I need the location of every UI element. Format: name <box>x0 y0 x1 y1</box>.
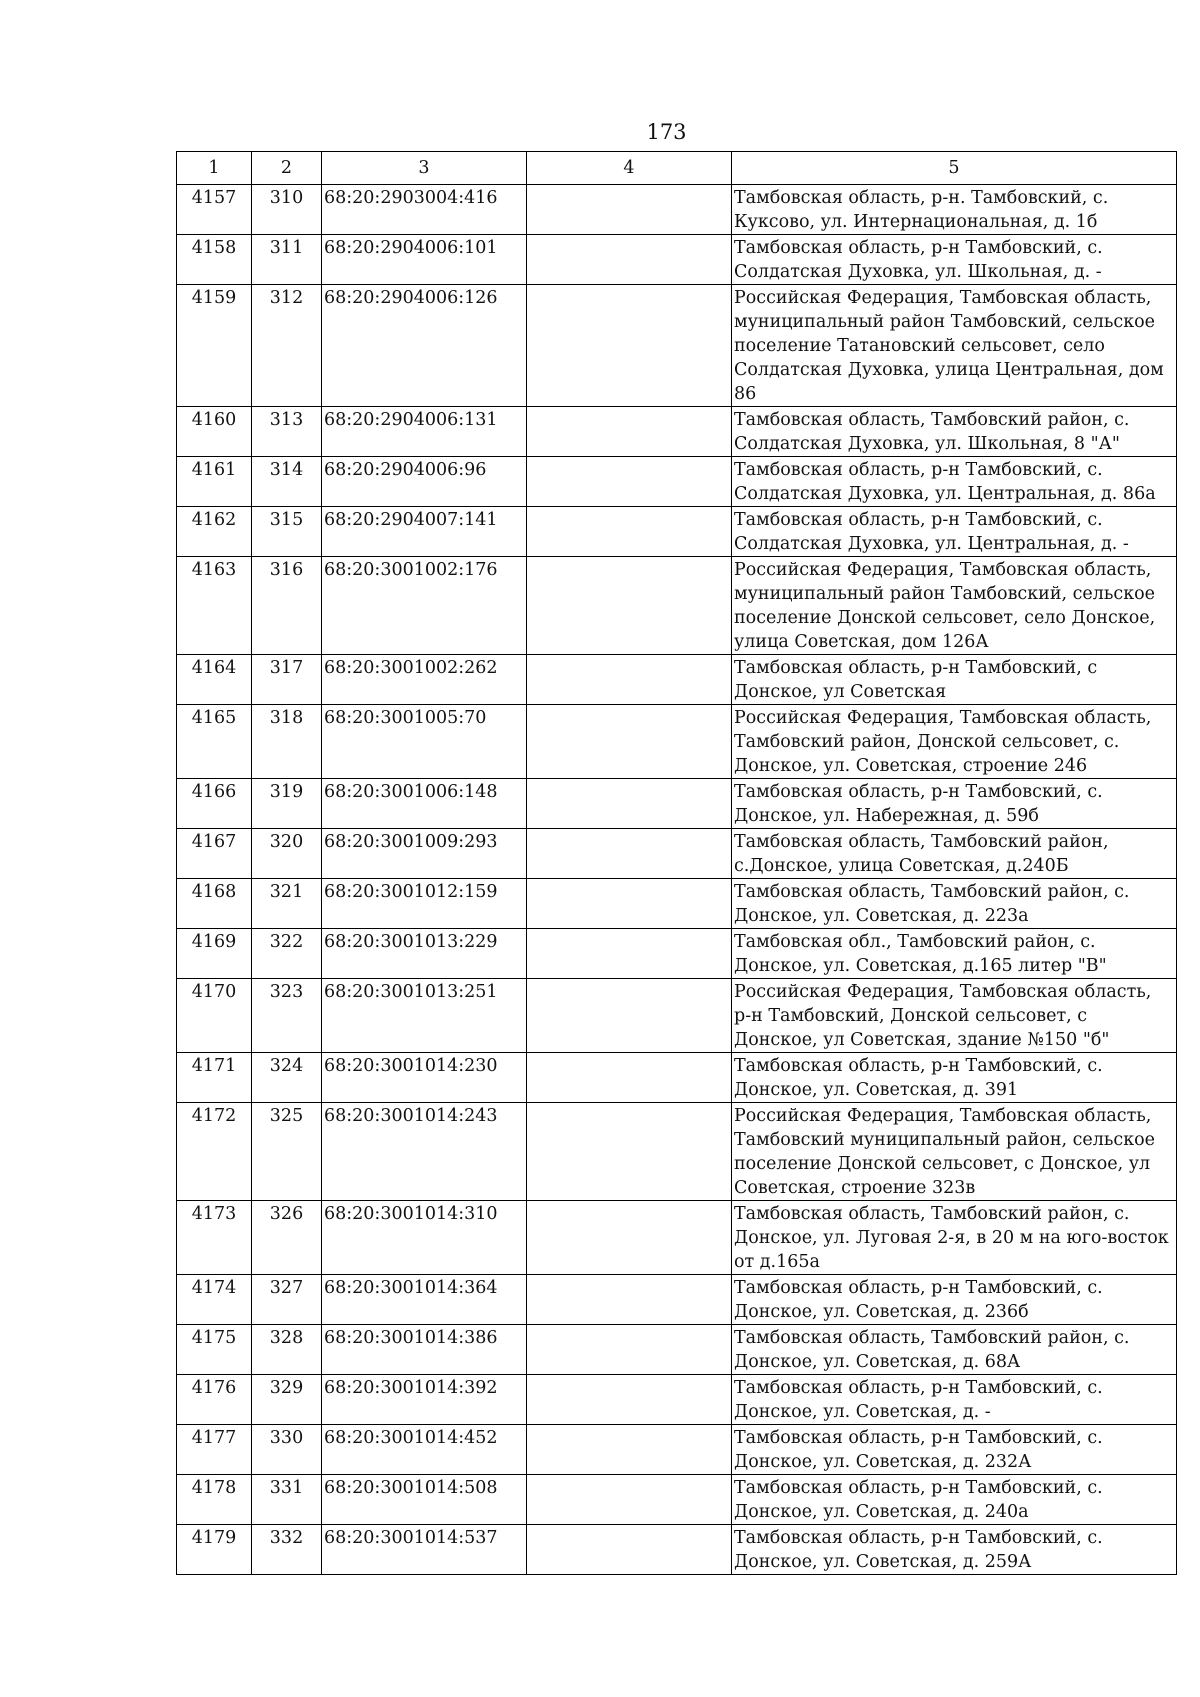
row-number: 4164 <box>177 655 252 705</box>
column-header-5: 5 <box>732 152 1177 185</box>
cadastral-number: 68:20:3001014:452 <box>322 1425 527 1475</box>
row-number: 4170 <box>177 979 252 1053</box>
row-number: 4172 <box>177 1103 252 1201</box>
item-number: 332 <box>252 1525 322 1575</box>
row-number: 4159 <box>177 285 252 407</box>
table-row <box>177 705 1177 779</box>
column-4-value <box>527 1325 732 1375</box>
table-row <box>177 1375 1177 1425</box>
address: Тамбовская область, р-н Тамбовский, с. Донское, ул. Советская, д. 391 <box>732 1053 1177 1103</box>
row-number: 4176 <box>177 1375 252 1425</box>
column-4-value <box>527 507 732 557</box>
cadastral-number: 68:20:3001014:386 <box>322 1325 527 1375</box>
column-4-value <box>527 1053 732 1103</box>
row-number: 4177 <box>177 1425 252 1475</box>
column-4-value <box>527 655 732 705</box>
row-number: 4178 <box>177 1475 252 1525</box>
cadastral-number: 68:20:3001014:230 <box>322 1053 527 1103</box>
column-4-value <box>527 557 732 655</box>
table-row <box>177 879 1177 929</box>
address: Тамбовская область, р-н. Тамбовский, с. Куксово, ул. Интернациональная, д. 1б <box>732 185 1177 235</box>
item-number: 321 <box>252 879 322 929</box>
item-number: 320 <box>252 829 322 879</box>
cadastral-number: 68:20:2904006:101 <box>322 235 527 285</box>
table-row <box>177 1053 1177 1103</box>
item-number: 331 <box>252 1475 322 1525</box>
row-number: 4157 <box>177 185 252 235</box>
table-row <box>177 1103 1177 1201</box>
column-4-value <box>527 407 732 457</box>
item-number: 328 <box>252 1325 322 1375</box>
column-4-value <box>527 879 732 929</box>
table-row <box>177 457 1177 507</box>
item-number: 310 <box>252 185 322 235</box>
table-row <box>177 829 1177 879</box>
table-row <box>177 185 1177 235</box>
address: Тамбовская область, р-н Тамбовский, с. Донское, ул. Набережная, д. 59б <box>732 779 1177 829</box>
address: Тамбовская область, р-н Тамбовский, с. Солдатская Духовка, ул. Центральная, д. - <box>732 507 1177 557</box>
address: Российская Федерация, Тамбовская область, р-н Тамбовский, Донской сельсовет, с Донское, ул Советская, здание №150 "б" <box>732 979 1177 1053</box>
row-number: 4173 <box>177 1201 252 1275</box>
cadastral-number: 68:20:2903004:416 <box>322 185 527 235</box>
row-number: 4174 <box>177 1275 252 1325</box>
item-number: 327 <box>252 1275 322 1325</box>
table-header <box>177 152 1177 185</box>
address: Тамбовская область, Тамбовский район, с. Донское, ул. Луговая 2-я, в 20 м на юго-восток от д.165а <box>732 1201 1177 1275</box>
item-number: 325 <box>252 1103 322 1201</box>
cadastral-number: 68:20:3001014:364 <box>322 1275 527 1325</box>
address: Тамбовская область, Тамбовский район, с. Донское, ул. Советская, д. 68А <box>732 1325 1177 1375</box>
table-row <box>177 1475 1177 1525</box>
address: Тамбовская обл., Тамбовский район, с. Донское, ул. Советская, д.165 литер "В" <box>732 929 1177 979</box>
item-number: 323 <box>252 979 322 1053</box>
item-number: 312 <box>252 285 322 407</box>
address: Российская Федерация, Тамбовская область, Тамбовский муниципальный район, сельское поселение Донской сельсовет, с Донское, ул Советская, строение 323в <box>732 1103 1177 1201</box>
cadastral-number: 68:20:2904006:96 <box>322 457 527 507</box>
cadastral-number: 68:20:2904007:141 <box>322 507 527 557</box>
row-number: 4163 <box>177 557 252 655</box>
column-header-3: 3 <box>322 152 527 185</box>
row-number: 4175 <box>177 1325 252 1375</box>
table-row <box>177 779 1177 829</box>
cadastral-number: 68:20:3001002:176 <box>322 557 527 655</box>
item-number: 319 <box>252 779 322 829</box>
address: Тамбовская область, Тамбовский район, с.Донское, улица Советская, д.240Б <box>732 829 1177 879</box>
cadastral-number: 68:20:3001013:251 <box>322 979 527 1053</box>
column-4-value <box>527 1525 732 1575</box>
item-number: 324 <box>252 1053 322 1103</box>
table-body <box>177 185 1177 1575</box>
address: Российская Федерация, Тамбовская область, муниципальный район Тамбовский, сельское поселение Донской сельсовет, село Донское, улица Советская, дом 126А <box>732 557 1177 655</box>
item-number: 317 <box>252 655 322 705</box>
row-number: 4167 <box>177 829 252 879</box>
column-4-value <box>527 235 732 285</box>
row-number: 4169 <box>177 929 252 979</box>
table-row <box>177 1525 1177 1575</box>
address: Тамбовская область, р-н Тамбовский, с. Донское, ул. Советская, д. 259А <box>732 1525 1177 1575</box>
table-row <box>177 655 1177 705</box>
item-number: 316 <box>252 557 322 655</box>
column-4-value <box>527 1275 732 1325</box>
column-4-value <box>527 1425 732 1475</box>
item-number: 322 <box>252 929 322 979</box>
address: Тамбовская область, р-н Тамбовский, с. Донское, ул. Советская, д. 240а <box>732 1475 1177 1525</box>
row-number: 4179 <box>177 1525 252 1575</box>
row-number: 4158 <box>177 235 252 285</box>
page-number: 173 <box>646 120 687 144</box>
cadastral-number: 68:20:3001005:70 <box>322 705 527 779</box>
cadastral-number: 68:20:3001014:310 <box>322 1201 527 1275</box>
cadastral-number: 68:20:2904006:126 <box>322 285 527 407</box>
address: Тамбовская область, Тамбовский район, с. Донское, ул. Советская, д. 223а <box>732 879 1177 929</box>
column-4-value <box>527 779 732 829</box>
column-4-value <box>527 1475 732 1525</box>
cadastral-number: 68:20:3001009:293 <box>322 829 527 879</box>
item-number: 311 <box>252 235 322 285</box>
row-number: 4168 <box>177 879 252 929</box>
item-number: 318 <box>252 705 322 779</box>
column-4-value <box>527 705 732 779</box>
item-number: 315 <box>252 507 322 557</box>
address: Тамбовская область, р-н Тамбовский, с. Солдатская Духовка, ул. Центральная, д. 86а <box>732 457 1177 507</box>
item-number: 326 <box>252 1201 322 1275</box>
cadastral-number: 68:20:2904006:131 <box>322 407 527 457</box>
table-row <box>177 285 1177 407</box>
address: Тамбовская область, р-н Тамбовский, с. Солдатская Духовка, ул. Школьная, д. - <box>732 235 1177 285</box>
table-row <box>177 507 1177 557</box>
table-row <box>177 1275 1177 1325</box>
table-row <box>177 1201 1177 1275</box>
address: Тамбовская область, р-н Тамбовский, с. Донское, ул. Советская, д. 236б <box>732 1275 1177 1325</box>
column-4-value <box>527 929 732 979</box>
cadastral-number: 68:20:3001014:392 <box>322 1375 527 1425</box>
column-4-value <box>527 1103 732 1201</box>
item-number: 329 <box>252 1375 322 1425</box>
address: Тамбовская область, Тамбовский район, с. Солдатская Духовка, ул. Школьная, 8 "А" <box>732 407 1177 457</box>
column-4-value <box>527 185 732 235</box>
table-row <box>177 1325 1177 1375</box>
cadastral-number: 68:20:3001002:262 <box>322 655 527 705</box>
cadastral-number: 68:20:3001012:159 <box>322 879 527 929</box>
item-number: 314 <box>252 457 322 507</box>
row-number: 4165 <box>177 705 252 779</box>
table-row <box>177 1425 1177 1475</box>
row-number: 4171 <box>177 1053 252 1103</box>
row-number: 4166 <box>177 779 252 829</box>
table-row <box>177 557 1177 655</box>
column-4-value <box>527 979 732 1053</box>
address: Российская Федерация, Тамбовская область, муниципальный район Тамбовский, сельское поселение Татановский сельсовет, село Солдатская Духовка, улица Центральная, дом 86 <box>732 285 1177 407</box>
column-4-value <box>527 829 732 879</box>
cadastral-number: 68:20:3001006:148 <box>322 779 527 829</box>
column-header-1: 1 <box>177 152 252 185</box>
row-number: 4161 <box>177 457 252 507</box>
column-4-value <box>527 1201 732 1275</box>
column-4-value <box>527 457 732 507</box>
table-row <box>177 235 1177 285</box>
address: Тамбовская область, р-н Тамбовский, с. Донское, ул. Советская, д. 232А <box>732 1425 1177 1475</box>
column-header-2: 2 <box>252 152 322 185</box>
cadastral-number: 68:20:3001013:229 <box>322 929 527 979</box>
address: Российская Федерация, Тамбовская область, Тамбовский район, Донской сельсовет, с. Донское, ул. Советская, строение 246 <box>732 705 1177 779</box>
column-4-value <box>527 1375 732 1425</box>
column-4-value <box>527 285 732 407</box>
address: Тамбовская область, р-н Тамбовский, с. Донское, ул. Советская, д. - <box>732 1375 1177 1425</box>
item-number: 313 <box>252 407 322 457</box>
row-number: 4160 <box>177 407 252 457</box>
header-row <box>177 152 1177 185</box>
row-number: 4162 <box>177 507 252 557</box>
cadastral-number: 68:20:3001014:243 <box>322 1103 527 1201</box>
address: Тамбовская область, р-н Тамбовский, с Донское, ул Советская <box>732 655 1177 705</box>
registry-table <box>176 151 1177 1575</box>
column-header-4: 4 <box>527 152 732 185</box>
table-row <box>177 929 1177 979</box>
item-number: 330 <box>252 1425 322 1475</box>
cadastral-number: 68:20:3001014:537 <box>322 1525 527 1575</box>
table-row <box>177 979 1177 1053</box>
cadastral-number: 68:20:3001014:508 <box>322 1475 527 1525</box>
table-row <box>177 407 1177 457</box>
